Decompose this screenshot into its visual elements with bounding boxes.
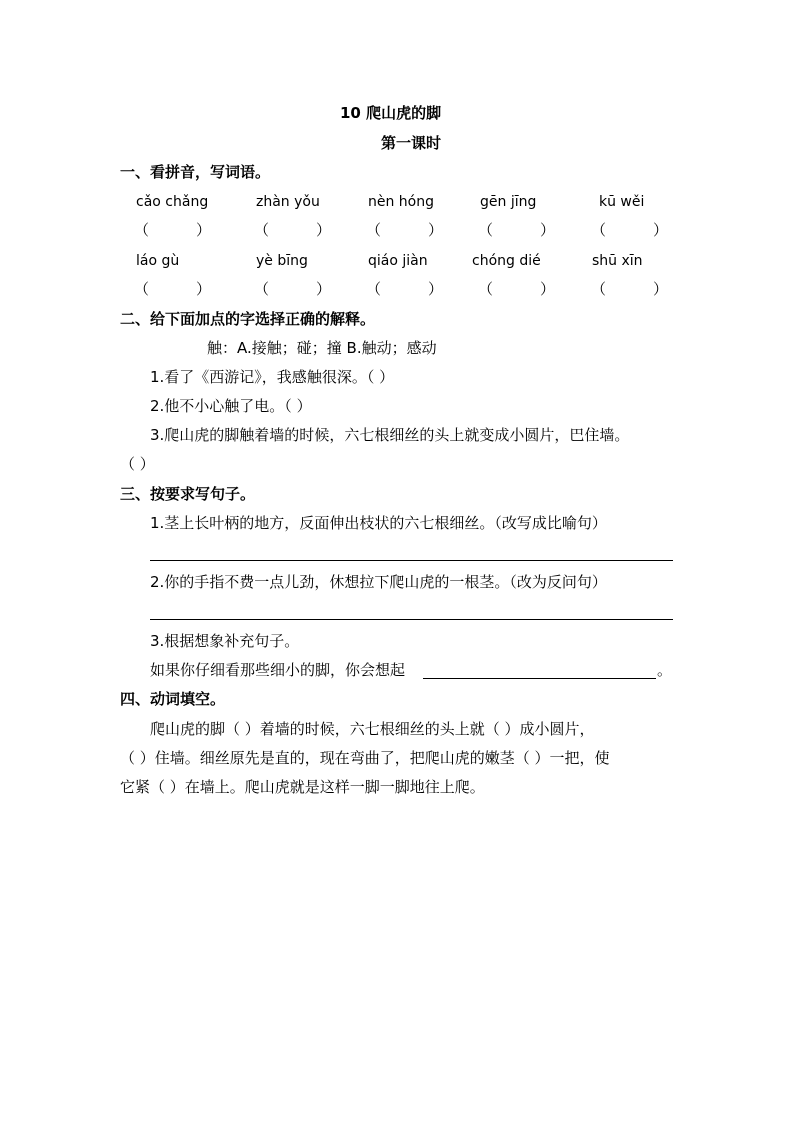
answer-paren-close: ） <box>653 221 669 239</box>
answer-paren-close: ） <box>196 280 212 298</box>
answer-line <box>150 619 673 620</box>
answer-paren-open: （ <box>366 221 382 239</box>
answer-paren-close: ） <box>428 221 444 239</box>
pinyin-item: qiáo jiàn <box>368 253 428 269</box>
question-text: 如果你仔细看那些细小的脚，你会想起 <box>150 661 406 679</box>
answer-paren-close: ） <box>653 280 669 298</box>
answer-paren-open: （ <box>134 221 150 239</box>
answer-line <box>150 560 673 561</box>
pinyin-item: yè bīng <box>256 253 308 269</box>
answer-line <box>423 678 656 679</box>
paragraph-line: 它紧（ ）在墙上。爬山虎就是这样一脚一脚地往上爬。 <box>120 778 485 796</box>
pinyin-item: kū wěi <box>599 194 645 210</box>
section4-heading: 四、动词填空。 <box>120 690 226 708</box>
page-title: 10 爬山虎的脚 <box>340 104 442 122</box>
pinyin-item: cǎo chǎng <box>136 194 209 210</box>
answer-paren-close: ） <box>428 280 444 298</box>
definition-text: 触：A.接触；碰；撞 B.触动；感动 <box>207 339 437 357</box>
question-text: （ ） <box>120 455 155 473</box>
answer-paren-close: ） <box>316 221 332 239</box>
answer-paren-open: （ <box>478 221 494 239</box>
section3-heading: 三、按要求写句子。 <box>120 485 256 503</box>
pinyin-item: shū xīn <box>592 253 643 269</box>
answer-paren-close: ） <box>540 221 556 239</box>
section1-heading: 一、看拼音，写词语。 <box>120 163 271 181</box>
pinyin-item: nèn hóng <box>368 194 435 210</box>
question-text: 1.茎上长叶柄的地方，反面伸出枝状的六七根细丝。（改写成比喻句） <box>150 514 607 532</box>
pinyin-item: chóng dié <box>472 253 541 269</box>
pinyin-item: zhàn yǒu <box>256 194 320 210</box>
answer-paren-close: ） <box>316 280 332 298</box>
question-text: 3.根据想象补充句子。 <box>150 632 300 650</box>
answer-paren-close: ） <box>540 280 556 298</box>
answer-paren-open: （ <box>254 280 270 298</box>
section2-heading: 二、给下面加点的字选择正确的解释。 <box>120 310 376 328</box>
answer-paren-open: （ <box>478 280 494 298</box>
answer-paren-open: （ <box>591 280 607 298</box>
answer-paren-open: （ <box>366 280 382 298</box>
pinyin-item: láo gù <box>136 253 180 269</box>
answer-paren-close: ） <box>196 221 212 239</box>
pinyin-item: gēn jīng <box>480 194 537 210</box>
answer-paren-open: （ <box>134 280 150 298</box>
answer-paren-open: （ <box>591 221 607 239</box>
paragraph-line: 爬山虎的脚（ ）着墙的时候，六七根细丝的头上就（ ）成小圆片， <box>150 720 595 738</box>
question-text: 2.他不小心触了电。（ ） <box>150 397 312 415</box>
sentence-end: 。 <box>657 661 673 679</box>
question-text: 3.爬山虎的脚触着墙的时候，六七根细丝的头上就变成小圆片，巴住墙。 <box>150 426 630 444</box>
page-subtitle: 第一课时 <box>381 134 442 152</box>
answer-paren-open: （ <box>254 221 270 239</box>
paragraph-line: （ ）住墙。细丝原先是直的，现在弯曲了，把爬山虎的嫩茎（ ）一把，使 <box>120 749 610 767</box>
question-text: 2.你的手指不费一点儿劲，休想拉下爬山虎的一根茎。（改为反问句） <box>150 573 607 591</box>
question-text: 1.看了《西游记》，我感触很深。（ ） <box>150 368 395 386</box>
